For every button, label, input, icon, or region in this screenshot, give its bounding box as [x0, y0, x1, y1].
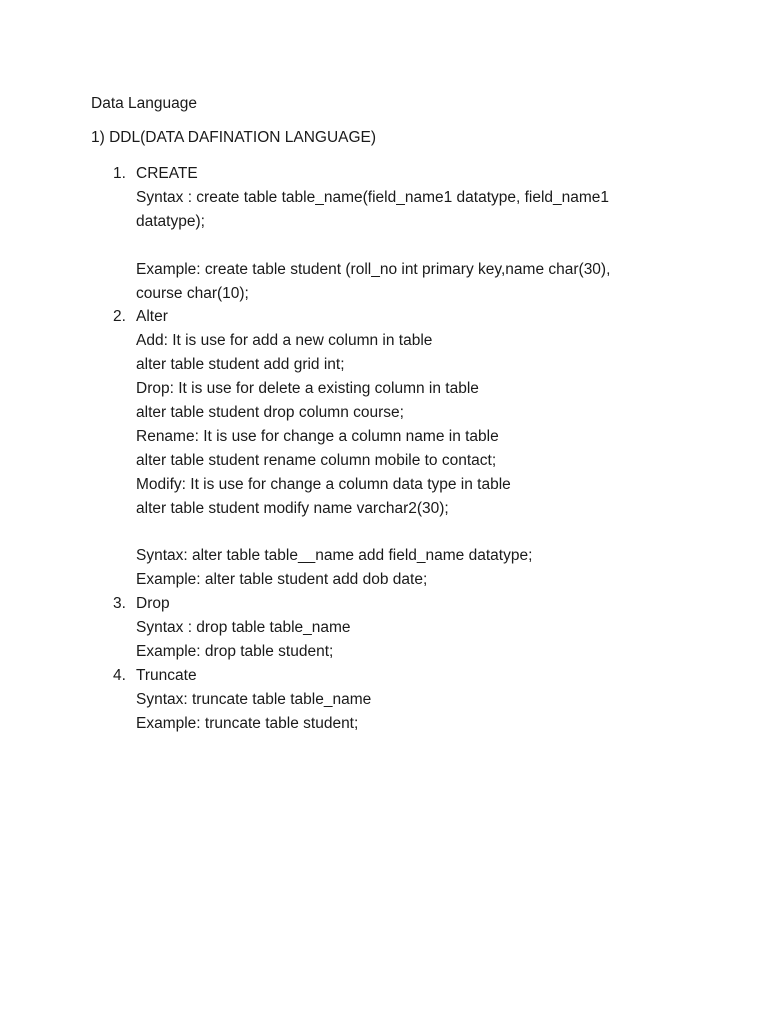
- blank-line: [136, 521, 656, 545]
- alter-drop-description: Drop: It is use for delete a existing column in table: [136, 380, 479, 398]
- syntax-text: Syntax: truncate table table_name: [136, 690, 372, 708]
- example-text: Example: alter table student add dob date;: [136, 571, 428, 589]
- list-item-number: 4.: [113, 667, 126, 684]
- syntax-text: Syntax : create table table_name(field_name1 datatype, field_name1 datatype);: [136, 188, 610, 230]
- list-item-number: 2.: [113, 308, 126, 326]
- list-item-alter: [0, 305, 768, 592]
- document-title: Data Language: [91, 95, 198, 112]
- alter-modify-statement: alter table student modify name varchar2(30);: [136, 499, 449, 517]
- list-item-heading: Drop: [136, 595, 170, 613]
- list-item-heading: Truncate: [136, 667, 197, 684]
- list-item-number: 3.: [113, 595, 126, 613]
- alter-add-description: Add: It is use for add a new column in table: [136, 332, 433, 350]
- ddl-command-list: [0, 162, 768, 736]
- example-text: Example: create table student (roll_no int primary key,name char(30), course char(10);: [136, 260, 611, 302]
- syntax-text: Syntax : drop table table_name: [136, 619, 351, 637]
- example-text: Example: drop table student;: [136, 643, 334, 661]
- alter-drop-statement: alter table student drop column course;: [136, 404, 404, 422]
- alter-rename-statement: alter table student rename column mobile to contact;: [136, 451, 497, 469]
- syntax-text: Syntax: alter table table__name add field_name datatype;: [136, 547, 533, 565]
- alter-modify-description: Modify: It is use for change a column data type in table: [136, 475, 511, 493]
- list-item-truncate: [0, 664, 768, 736]
- list-item-heading: CREATE: [136, 165, 198, 182]
- blank-line: [136, 234, 656, 258]
- alter-add-statement: alter table student add grid int;: [136, 356, 345, 374]
- alter-rename-description: Rename: It is use for change a column name in table: [136, 427, 499, 445]
- section-heading-ddl: 1) DDL(DATA DAFINATION LANGUAGE): [91, 129, 377, 146]
- list-item-heading: Alter: [136, 308, 168, 326]
- list-item-create: [0, 162, 768, 305]
- list-item-number: 1.: [113, 165, 126, 182]
- example-text: Example: truncate table student;: [136, 714, 359, 732]
- list-item-drop: [0, 592, 768, 664]
